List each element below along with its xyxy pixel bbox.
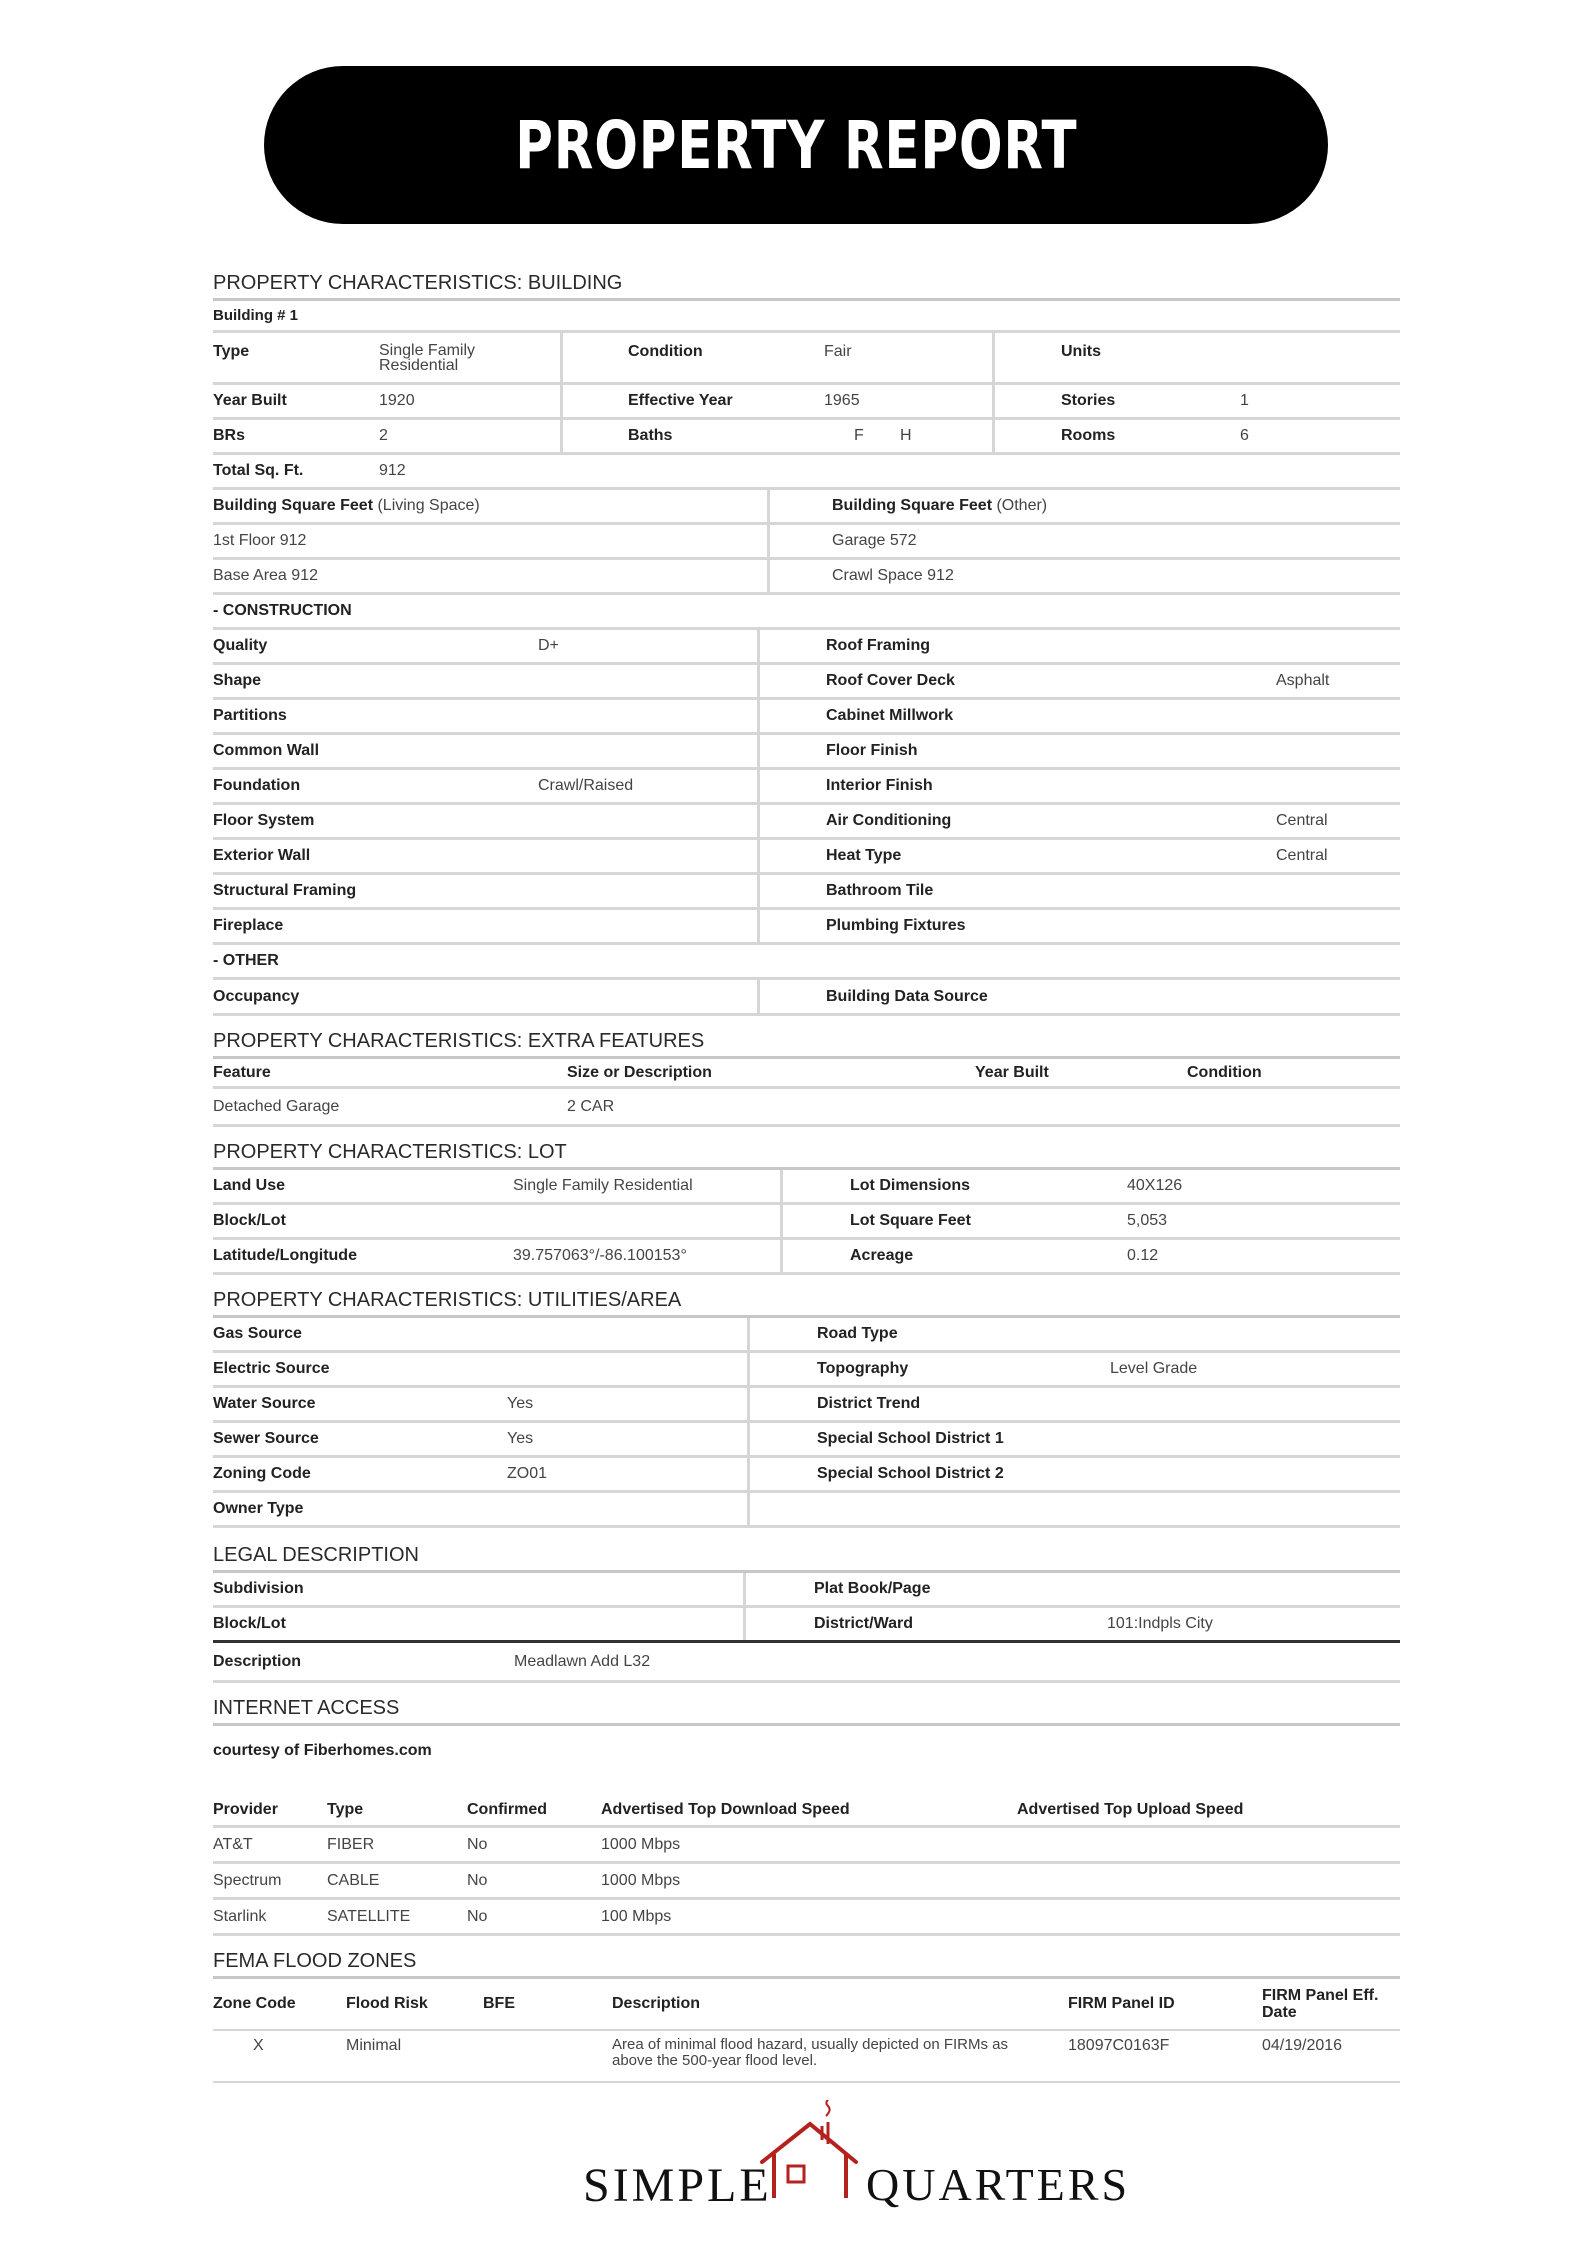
utilities-row [213,1318,1400,1353]
extra-header-row [213,1059,1400,1089]
lot-table [213,1170,1400,1275]
logo-text-simple: SIMPLE [583,2159,772,2212]
other-space-2: Crawl Space 912 [832,567,954,584]
legal-row-1 [213,1573,1400,1608]
field-label: Fireplace [213,917,284,934]
internet-header-row [213,1790,1400,1828]
lot-row [213,1170,1400,1205]
units-label: Units [1061,343,1101,360]
data-source-label: Building Data Source [826,987,988,1005]
field-label: Acreage [850,1247,914,1264]
utilities-row [213,1493,1400,1528]
fema-header-panel-date-line1: FIRM Panel Eff. [1262,1987,1379,2004]
field-label: District Trend [817,1395,921,1412]
construction-row [213,805,1400,840]
field-label: Heat Type [826,847,902,864]
fema-description-line2: above the 500-year flood level. [612,2052,818,2069]
fema-description [612,2037,1068,2069]
field-value: Yes [507,1395,534,1412]
house-icon [748,2100,868,2200]
field-label: Electric Source [213,1360,330,1377]
fema-header-zone: Zone Code [213,1995,296,2012]
fema-risk: Minimal [346,2037,402,2054]
internet-confirmed: No [467,1907,488,1925]
legal-blocklot-label: Block/Lot [213,1615,286,1632]
field-label: Cabinet Millwork [826,707,954,724]
internet-header-download: Advertised Top Download Speed [601,1801,850,1818]
internet-row [213,1900,1400,1936]
condition-label: Condition [628,343,703,360]
construction-row [213,700,1400,735]
occupancy-label: Occupancy [213,987,300,1005]
rooms-row [213,420,1400,455]
building-number: Building # 1 [213,307,299,324]
legal-section-title: LEGAL DESCRIPTION [213,1540,1400,1573]
field-label: Road Type [817,1325,898,1342]
fema-panel-id: 18097C0163F [1068,2037,1170,2054]
field-label: Gas Source [213,1325,302,1342]
stories-label: Stories [1061,392,1116,409]
living-space-suffix: (Living Space) [373,497,480,514]
brs-value: 2 [379,427,388,444]
field-value: Central [1276,847,1328,864]
fema-section-title: FEMA FLOOD ZONES [213,1946,1400,1979]
extra-row [213,1089,1400,1127]
field-label: Common Wall [213,742,320,759]
report-sheet [213,268,1400,2083]
description-label: Description [213,1652,302,1670]
internet-header-confirmed: Confirmed [467,1801,547,1818]
plat-label: Plat Book/Page [814,1580,931,1597]
internet-table [213,1828,1400,1936]
lot-section-title: PROPERTY CHARACTERISTICS: LOT [213,1137,1400,1170]
internet-row [213,1864,1400,1900]
fema-row [213,2031,1400,2083]
fema-header-panel-id: FIRM Panel ID [1068,1995,1175,2012]
field-value: Yes [507,1430,534,1447]
utilities-row [213,1388,1400,1423]
internet-type: FIBER [327,1835,375,1853]
internet-header-provider: Provider [213,1801,278,1818]
effective-year-value: 1965 [824,392,860,409]
construction-title-row [213,595,1400,630]
internet-type: SATELLITE [327,1907,411,1925]
field-label: Lot Dimensions [850,1177,971,1194]
condition-value: Fair [824,343,852,360]
type-row [213,333,1400,385]
internet-header-upload: Advertised Top Upload Speed [1017,1801,1244,1818]
extra-header-feature: Feature [213,1063,271,1081]
construction-row [213,840,1400,875]
field-label: Floor Finish [826,742,918,759]
baths-full: F [854,427,864,444]
internet-header-type: Type [327,1801,364,1818]
field-label: Roof Framing [826,637,930,654]
field-label: Bathroom Tile [826,882,934,899]
field-value: 0.12 [1127,1247,1159,1264]
report-banner [264,66,1328,224]
year-built-label: Year Built [213,392,287,409]
ward-value: 101:Indpls City [1107,1615,1213,1632]
field-label: Structural Framing [213,882,357,899]
field-label: Special School District 1 [817,1430,1004,1447]
field-label: Owner Type [213,1500,304,1517]
utilities-section-title: PROPERTY CHARACTERISTICS: UTILITIES/AREA [213,1285,1400,1318]
simple-quarters-logo [580,2100,1131,2212]
construction-row [213,910,1400,945]
utilities-table [213,1318,1400,1528]
fema-header-row [213,1979,1400,2031]
field-value: D+ [538,637,559,654]
field-value: Asphalt [1276,672,1330,689]
extra-header-condition: Condition [1187,1063,1262,1081]
field-value: Level Grade [1110,1360,1198,1377]
internet-provider: Spectrum [213,1871,282,1889]
type-value-line1: Single Family [379,342,476,359]
year-row [213,385,1400,420]
fema-zone: X [253,2037,264,2054]
type-label: Type [213,343,250,360]
baths-label: Baths [628,427,673,444]
other-space-label: Building Square Feet [832,497,993,514]
other-title: - OTHER [213,952,279,969]
type-value [379,343,475,373]
utilities-row [213,1423,1400,1458]
extra-header-year: Year Built [975,1063,1049,1081]
field-label: Topography [817,1360,909,1377]
field-value: 5,053 [1127,1212,1168,1229]
extra-section-title: PROPERTY CHARACTERISTICS: EXTRA FEATURES [213,1026,1400,1059]
other-space-1: Garage 572 [832,532,917,549]
field-label: Air Conditioning [826,812,952,829]
brs-label: BRs [213,427,246,444]
field-label: Quality [213,637,268,654]
construction-row [213,875,1400,910]
field-label: Special School District 2 [817,1465,1004,1482]
fema-header-risk: Flood Risk [346,1995,428,2012]
total-sqft-row [213,455,1400,490]
building-number-row [213,301,1400,333]
field-label: Exterior Wall [213,847,311,864]
lot-row [213,1240,1400,1275]
construction-title: - CONSTRUCTION [213,602,352,619]
internet-confirmed: No [467,1835,488,1853]
field-label: Block/Lot [213,1212,286,1229]
year-built-value: 1920 [379,392,415,409]
sqft-row-1 [213,525,1400,560]
logo-text-quarters: QUARTERS [866,2159,1131,2210]
legal-row-2 [213,1608,1400,1643]
lot-row [213,1205,1400,1240]
fema-panel-date: 04/19/2016 [1262,2037,1343,2054]
internet-section-title: INTERNET ACCESS [213,1693,1400,1726]
utilities-row [213,1458,1400,1493]
building-section-title: PROPERTY CHARACTERISTICS: BUILDING [213,268,1400,301]
rooms-value: 6 [1240,427,1249,444]
internet-courtesy-row [213,1726,1400,1776]
other-title-row [213,945,1400,980]
field-value: Single Family Residential [513,1177,693,1194]
total-sqft-value: 912 [379,462,406,479]
construction-row [213,770,1400,805]
field-label: Water Source [213,1395,316,1412]
construction-row [213,630,1400,665]
field-label: Roof Cover Deck [826,672,955,689]
field-label: Floor System [213,812,315,829]
internet-download: 100 Mbps [601,1907,672,1925]
construction-row [213,735,1400,770]
report-title: PROPERTY REPORT [514,106,1078,184]
extra-size: 2 CAR [567,1097,615,1115]
rooms-label: Rooms [1061,427,1116,444]
field-value: 39.757063°/-86.100153° [513,1247,687,1264]
fema-description-line1: Area of minimal flood hazard, usually depicted on FIRMs as [612,2036,1009,2053]
type-value-line2: Residential [379,357,459,374]
field-label: Latitude/Longitude [213,1247,357,1264]
legal-description-row [213,1643,1400,1683]
extra-feature: Detached Garage [213,1097,340,1115]
extra-header-size: Size or Description [567,1063,712,1081]
internet-confirmed: No [467,1871,488,1889]
internet-provider: AT&T [213,1835,253,1853]
fema-header-bfe: BFE [483,1995,515,2012]
fema-header-panel-date-line2: Date [1262,2004,1297,2021]
fema-header-description: Description [612,1995,701,2012]
living-space-1: 1st Floor 912 [213,532,307,549]
utilities-row [213,1353,1400,1388]
field-value: ZO01 [507,1465,548,1482]
subdivision-label: Subdivision [213,1580,304,1597]
sqft-header-row [213,490,1400,525]
effective-year-label: Effective Year [628,392,733,409]
internet-download: 1000 Mbps [601,1871,681,1889]
field-label: Sewer Source [213,1430,319,1447]
living-space-label: Building Square Feet [213,497,374,514]
occupancy-row [213,980,1400,1016]
field-value: Crawl/Raised [538,777,634,794]
field-label: Plumbing Fixtures [826,917,966,934]
ward-label: District/Ward [814,1615,913,1632]
other-space-suffix: (Other) [992,497,1048,514]
stories-value: 1 [1240,392,1249,409]
field-label: Partitions [213,707,287,724]
field-label: Shape [213,672,262,689]
internet-courtesy: courtesy of Fiberhomes.com [213,1742,432,1759]
construction-row [213,665,1400,700]
description-value: Meadlawn Add L32 [514,1652,651,1670]
total-sqft-label: Total Sq. Ft. [213,462,304,479]
fema-header-panel-date [1262,1987,1378,2021]
field-label: Land Use [213,1177,286,1194]
baths-half: H [900,427,912,444]
field-value: Central [1276,812,1328,829]
internet-download: 1000 Mbps [601,1835,681,1853]
internet-type: CABLE [327,1871,380,1889]
field-label: Lot Square Feet [850,1212,971,1229]
construction-table [213,630,1400,945]
living-space-2: Base Area 912 [213,567,318,584]
sqft-row-2 [213,560,1400,595]
field-label: Zoning Code [213,1465,311,1482]
field-label: Foundation [213,777,301,794]
internet-row [213,1828,1400,1864]
internet-provider: Starlink [213,1907,267,1925]
field-label: Interior Finish [826,777,933,794]
field-value: 40X126 [1127,1177,1183,1194]
